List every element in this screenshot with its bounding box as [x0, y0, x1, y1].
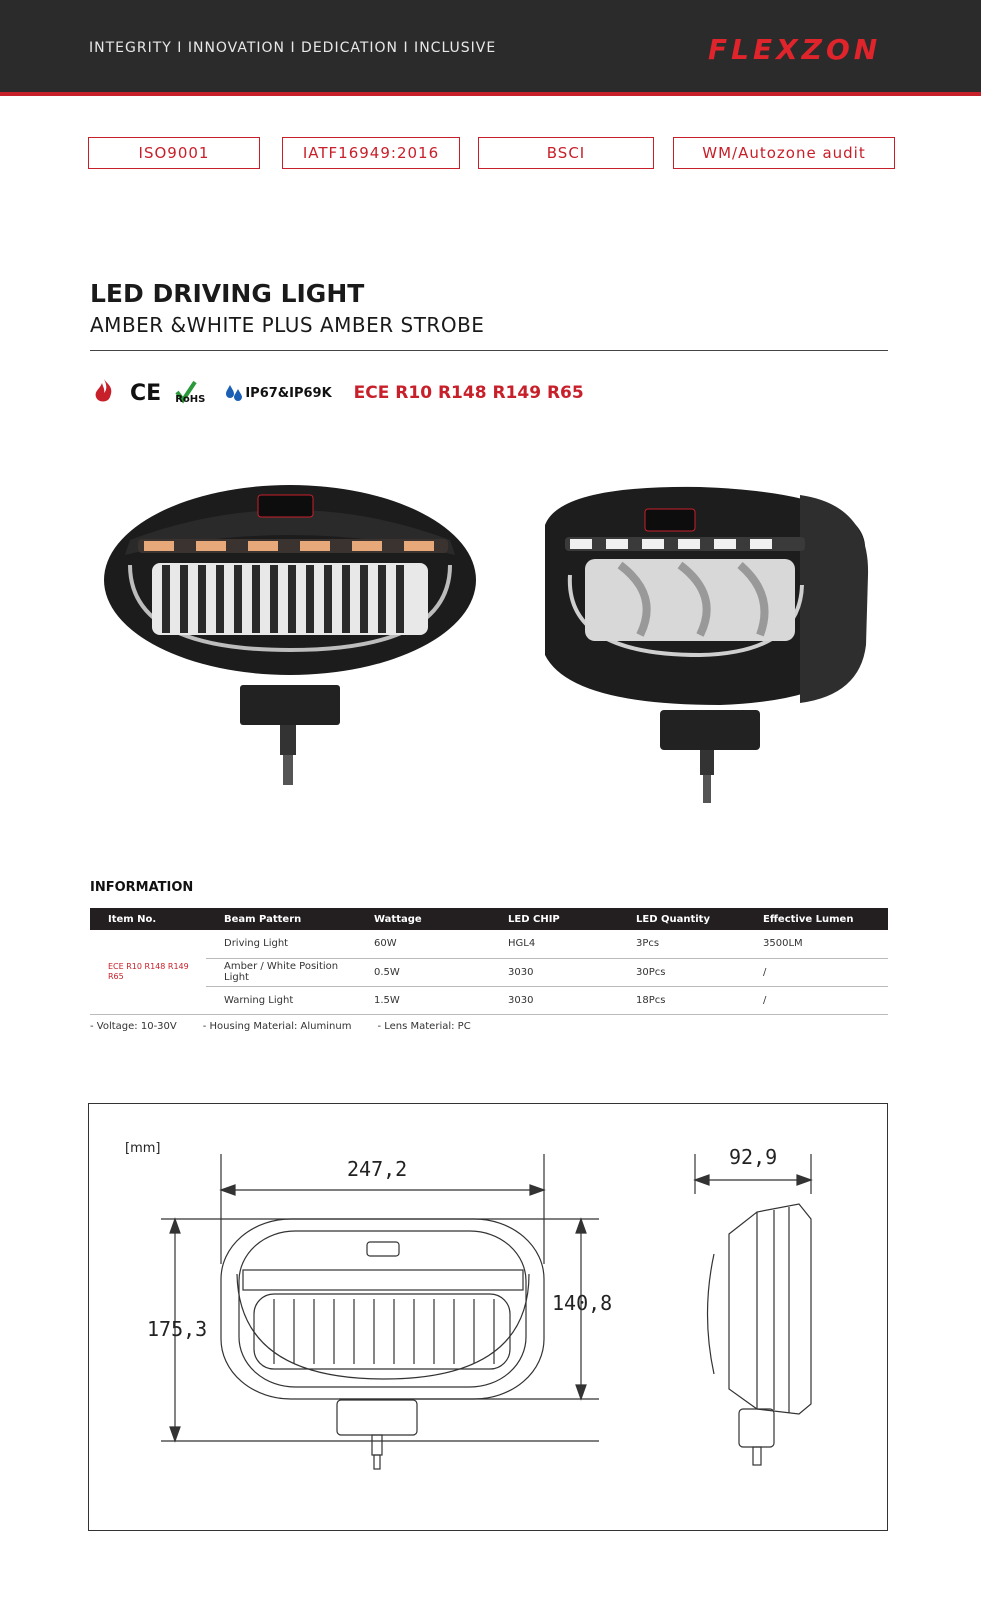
dim-height-body: 140,8	[552, 1291, 613, 1315]
rohs-label: RoHS	[175, 393, 206, 405]
lumen-cell: /	[745, 958, 888, 986]
col-led-quantity: LED Quantity	[618, 908, 745, 930]
front-view-photo	[104, 485, 476, 785]
product-subtitle: AMBER &WHITE PLUS AMBER STROBE	[90, 313, 485, 337]
led-chip-cell: HGL4	[490, 930, 618, 958]
lumen-cell: /	[745, 986, 888, 1014]
led-chip-cell: 3030	[490, 958, 618, 986]
rohs-badge	[175, 388, 206, 405]
dim-height-total: 175,3	[147, 1317, 208, 1341]
cert-audit: WM/Autozone audit	[673, 137, 895, 169]
beam-pattern-cell: Driving Light	[206, 930, 356, 958]
table-row	[90, 986, 888, 1014]
information-heading: INFORMATION	[90, 880, 194, 895]
unit-label: [mm]	[125, 1141, 161, 1156]
spec-notes	[90, 1021, 471, 1032]
table-header-row	[90, 908, 888, 930]
table-row	[90, 958, 888, 986]
led-quantity-cell: 30Pcs	[618, 958, 745, 986]
emark-flame-icon	[92, 377, 116, 409]
product-title: LED DRIVING LIGHT	[90, 279, 365, 308]
title-divider	[90, 350, 888, 351]
note-housing: - Housing Material: Aluminum	[202, 1021, 352, 1032]
note-voltage: - Voltage: 10-30V	[90, 1021, 177, 1032]
beam-pattern-cell: Warning Light	[206, 986, 356, 1014]
col-item-no: Item No.	[90, 908, 206, 930]
brand-logo: FLEXZON	[708, 33, 882, 66]
note-lens: - Lens Material: PC	[377, 1021, 471, 1032]
cert-bsci: BSCI	[478, 137, 654, 169]
spec-table	[90, 908, 888, 1015]
ece-standards: ECE R10 R148 R149 R65	[353, 383, 584, 403]
dimension-drawing	[88, 1103, 888, 1531]
front-outline	[161, 1154, 599, 1469]
col-beam-pattern: Beam Pattern	[206, 908, 356, 930]
company-tagline: INTEGRITY I INNOVATION I DEDICATION I INCLUSIVE	[89, 40, 497, 56]
lumen-cell: 3500LM	[745, 930, 888, 958]
side-outline	[695, 1154, 811, 1465]
col-effective-lumen: Effective Lumen	[745, 908, 888, 930]
angled-view-photo	[545, 487, 868, 803]
product-photos	[100, 485, 890, 825]
dim-width: 247,2	[347, 1157, 408, 1181]
cert-iso9001: ISO9001	[88, 137, 260, 169]
wattage-cell: 60W	[356, 930, 490, 958]
led-quantity-cell: 18Pcs	[618, 986, 745, 1014]
wattage-cell: 0.5W	[356, 958, 490, 986]
col-wattage: Wattage	[356, 908, 490, 930]
wattage-cell: 1.5W	[356, 986, 490, 1014]
page-header	[0, 0, 981, 96]
water-drop-icon	[225, 383, 243, 403]
dim-depth: 92,9	[729, 1145, 778, 1169]
ip-rating	[225, 383, 331, 403]
item-number-cell: ECE R10 R148 R149 R65	[90, 930, 206, 1014]
ip-rating-label: IP67&IP69K	[245, 385, 332, 401]
compliance-badges	[92, 377, 584, 409]
table-row	[90, 930, 888, 958]
led-chip-cell: 3030	[490, 986, 618, 1014]
col-led-chip: LED CHIP	[490, 908, 618, 930]
led-quantity-cell: 3Pcs	[618, 930, 745, 958]
ce-mark: CE	[130, 380, 162, 406]
cert-iatf: IATF16949:2016	[282, 137, 460, 169]
beam-pattern-cell: Amber / White Position Light	[206, 958, 356, 986]
